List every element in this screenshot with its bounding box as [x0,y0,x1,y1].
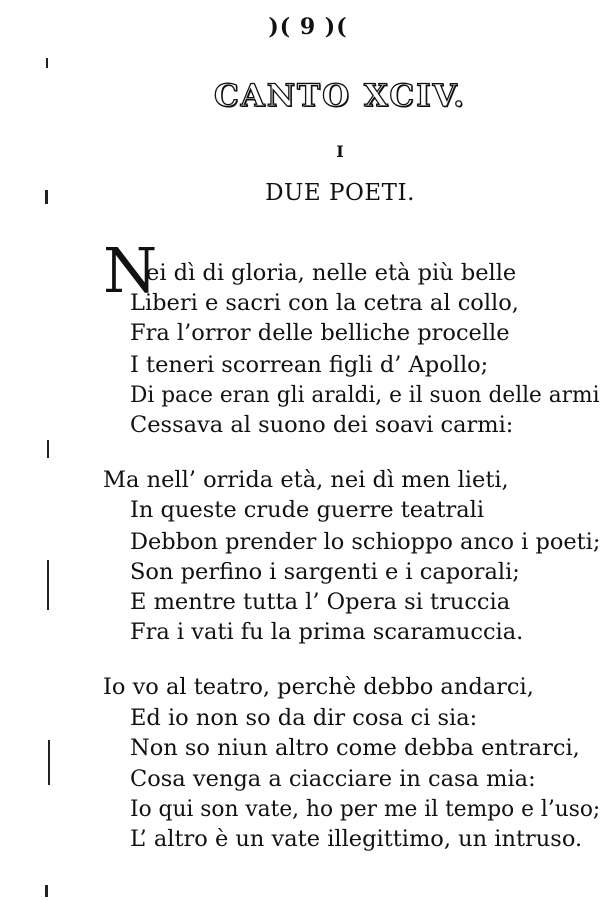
verse-line: I teneri scorrean figli d’ Apollo; [130,352,489,378]
margin-mark [47,560,49,610]
verse-line: Di pace eran gli araldi, e il suon delle armi [130,382,600,408]
verse-line: Liberi e sacri con la cetra al collo, [130,290,519,316]
verse-line: Io qui son vate, ho per me il tempo e l’uso; [130,796,601,822]
verse-line: E mentre tutta l’ Opera si truccia [130,589,511,615]
verse-line: Ed io non so da dir cosa ci sia: [130,705,478,731]
verse-line: Cosa venga a ciacciare in casa mia: [130,766,536,792]
verse-line: Ma nell’ orrida età, nei dì men lieti, [103,467,509,493]
verse-line: Son perfino i sargenti e i caporali; [130,559,520,585]
section-number: I [336,142,344,161]
verse-line: Fra i vati fu la prima scaramuccia. [130,619,524,645]
verse-line: Io vo al teatro, perchè debbo andarci, [103,674,534,700]
verse-line: In queste crude guerre teatrali [130,497,485,523]
margin-mark [47,440,49,458]
page-number: )( 9 )( [268,14,348,40]
verse-line: Debbon prender lo schioppo anco i poeti; [130,529,601,555]
verse-line: L’ altro è un vate illegittimo, un intruso. [130,826,583,852]
verse-line: Non so niun altro come debba entrarci, [130,735,580,761]
margin-mark [48,740,50,785]
margin-mark [46,58,48,68]
verse-line: ei dì di gloria, nelle età più belle [146,260,517,286]
section-title: DUE POETI. [265,180,415,206]
margin-mark [45,885,48,897]
drop-cap: N [103,234,158,307]
verse-line: Cessava al suono dei soavi carmi: [130,412,514,438]
margin-marks [0,0,60,900]
canto-title: CANTO XCIV. [213,78,467,114]
verse-line: Fra l’orror delle belliche procelle [130,320,510,346]
